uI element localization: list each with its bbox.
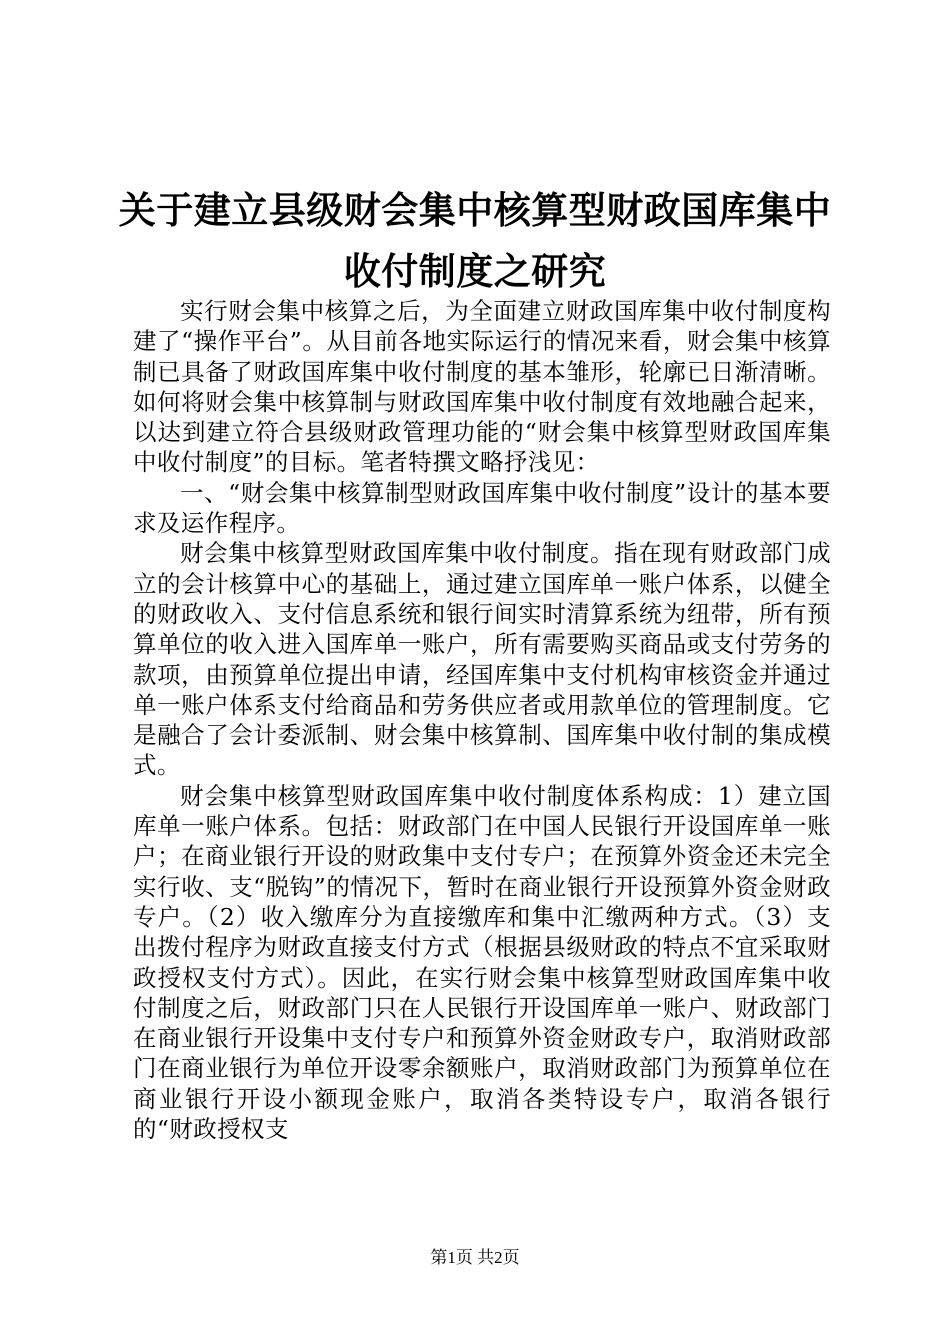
document-title: 关于建立县级财会集中核算型财政国库集中收付制度之研究 <box>118 189 832 293</box>
paragraph-definition: 财会集中核算型财政国库集中收付制度。指在现有财政部门成立的会计核算中心的基础上，通过建立国库单一账户体系，以健全的财政收入、支付信息系统和银行间实时清算系统为纽带，所有预算单位的收入进入国库单一账户，所有需要购买商品或支付劳务的款项，由预算单位提出申请，经国库集中支付机构审核资金并通过单一账户体系支付给商品和劳务供应者或用款单位的管理制度。它是融合了会计委派制、财会集中核算制、国库集中收付制的集成模式。 <box>133 539 831 780</box>
paragraph-intro: 实行财会集中核算之后，为全面建立财政国库集中收付制度构建了“操作平台”。从目前各地实际运行的情况来看，财会集中核算制已具备了财政国库集中收付制度的基本雏形，轮廓已日渐清晰。如何将财会集中核算制与财政国库集中收付制度有效地融合起来，以达到建立符合县级财政管理功能的“财会集中核算型财政国库集中收付制度”的目标。笔者特撰文略抒浅见： <box>133 297 831 477</box>
paragraph-system-structure: 财会集中核算型财政国库集中收付制度体系构成：1）建立国库单一账户体系。包括：财政部门在中国人民银行开设国库单一账户；在商业银行开设的财政集中支付专户；在预算外资金还未完全实行收、支“脱钩”的情况下，暂时在商业银行开设预算外资金财政专户。（2）收入缴库分为直接缴库和集中汇缴两种方式。（3）支出拨付程序为财政直接支付方式（根据县级财政的特点不宜采取财政授权支付方式）。因此，在实行财会集中核算型财政国库集中收付制度之后，财政部门只在人民银行开设国库单一账户、财政部门在商业银行开设集中支付专户和预算外资金财政专户，取消财政部门在商业银行为单位开设零余额账户，取消财政部门为预算单位在商业银行开设小额现金账户，取消各类特设专户，取消各银行的“财政授权支 <box>133 781 831 1144</box>
document-body <box>133 296 831 1144</box>
paragraph-section-heading: 一、“财会集中核算制型财政国库集中收付制度”设计的基本要求及运作程序。 <box>133 478 831 538</box>
page-number-footer: 第1页 共2页 <box>430 1248 520 1267</box>
